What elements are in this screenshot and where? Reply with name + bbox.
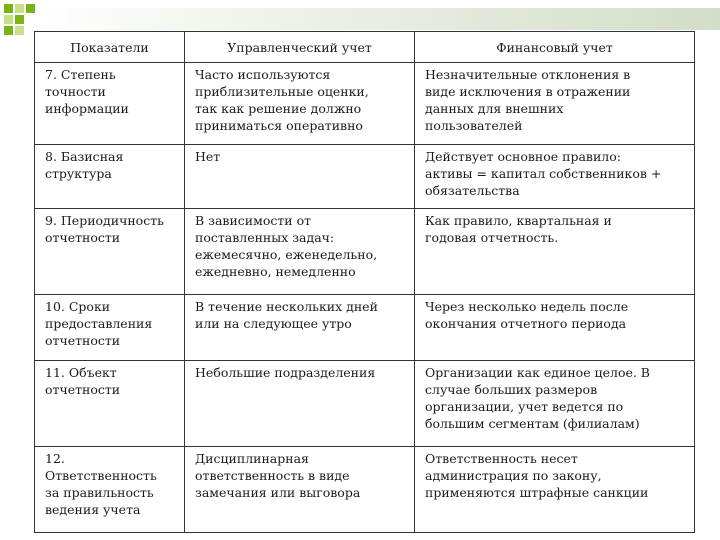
cell-financial: Как правило, квартальная и годовая отчетность. bbox=[415, 209, 695, 295]
cell-management: В зависимости от поставленных задач: ежемесячно, еженедельно, ежедневно, немедленно bbox=[185, 209, 415, 295]
cell-financial: Незначительные отклонения в виде исключения в отражении данных для внешних пользователей bbox=[415, 63, 695, 145]
deco-square bbox=[4, 4, 13, 13]
comparison-table bbox=[34, 31, 695, 533]
cell-management: Небольшие подразделения bbox=[185, 361, 415, 447]
cell-management: Нет bbox=[185, 145, 415, 209]
cell-indicator: 7. Степень точности информации bbox=[35, 63, 185, 145]
cell-indicator: 11. Объект отчетности bbox=[35, 361, 185, 447]
header-gradient-bar bbox=[30, 8, 720, 30]
table-row bbox=[35, 63, 695, 145]
cell-financial: Организации как единое целое. В случае больших размеров организации, учет ведется по большим сегментам (филиалам) bbox=[415, 361, 695, 447]
cell-indicator: 10. Сроки предоставления отчетности bbox=[35, 295, 185, 361]
header-management-accounting: Управленческий учет bbox=[185, 32, 415, 63]
table-row bbox=[35, 361, 695, 447]
deco-square bbox=[15, 26, 24, 35]
cell-financial: Действует основное правило: активы = капитал собственников + обязательства bbox=[415, 145, 695, 209]
cell-management: В течение нескольких дней или на следующее утро bbox=[185, 295, 415, 361]
deco-square bbox=[4, 26, 13, 35]
table-row bbox=[35, 295, 695, 361]
deco-square bbox=[26, 4, 35, 13]
table-row bbox=[35, 145, 695, 209]
cell-financial: Через несколько недель после окончания отчетного периода bbox=[415, 295, 695, 361]
cell-indicator: 9. Периодичность отчетности bbox=[35, 209, 185, 295]
deco-square bbox=[4, 15, 13, 24]
table-row bbox=[35, 447, 695, 533]
cell-management: Часто используются приблизительные оценки, так как решение должно приниматься оперативно bbox=[185, 63, 415, 145]
cell-indicator: 8. Базисная структура bbox=[35, 145, 185, 209]
header-indicators: Показатели bbox=[35, 32, 185, 63]
cell-financial: Ответственность несет администрация по закону, применяются штрафные санкции bbox=[415, 447, 695, 533]
table-row bbox=[35, 209, 695, 295]
table-header-row bbox=[35, 32, 695, 63]
deco-square bbox=[15, 15, 24, 24]
deco-square bbox=[15, 4, 24, 13]
header-financial-accounting: Финансовый учет bbox=[415, 32, 695, 63]
cell-indicator: 12. Ответственность за правильность ведения учета bbox=[35, 447, 185, 533]
cell-management: Дисциплинарная ответственность в виде замечания или выговора bbox=[185, 447, 415, 533]
